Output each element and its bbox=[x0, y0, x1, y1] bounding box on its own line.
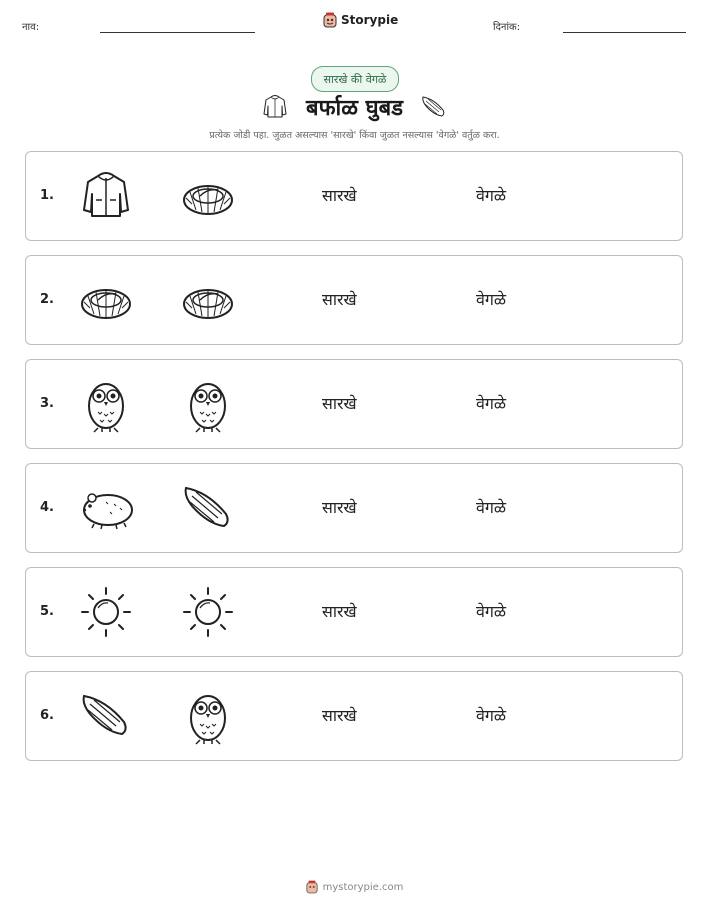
jacket-icon bbox=[260, 92, 290, 122]
hamster-icon bbox=[76, 478, 136, 538]
same-option[interactable]: सारखे bbox=[322, 290, 357, 309]
row-number: 4. bbox=[40, 500, 54, 515]
owl-icon bbox=[178, 686, 238, 746]
sun-icon bbox=[178, 582, 238, 642]
name-label: नाव: bbox=[22, 22, 40, 33]
same-option[interactable]: सारखे bbox=[322, 498, 357, 517]
pair-row-4 bbox=[25, 463, 683, 553]
row-number: 6. bbox=[40, 708, 54, 723]
brand-logo bbox=[323, 12, 398, 28]
same-option[interactable]: सारखे bbox=[322, 602, 357, 621]
sun-icon bbox=[76, 582, 136, 642]
pair-row-2 bbox=[25, 255, 683, 345]
name-field-line[interactable] bbox=[100, 32, 255, 33]
page-title: बर्फाळ घुबड bbox=[306, 96, 403, 121]
instructions: प्रत्येक जोडी पहा. जुळत असल्यास 'सारखे' किंवा जुळत नसल्यास 'वेगळे' वर्तुळ करा. bbox=[209, 130, 500, 141]
different-option[interactable]: वेगळे bbox=[476, 186, 507, 205]
footer bbox=[0, 880, 709, 894]
jacket-icon bbox=[76, 166, 136, 226]
row-number: 2. bbox=[40, 292, 54, 307]
different-option[interactable]: वेगळे bbox=[476, 498, 507, 517]
different-option[interactable]: वेगळे bbox=[476, 602, 507, 621]
different-option[interactable]: वेगळे bbox=[476, 706, 507, 725]
wing-icon bbox=[76, 686, 136, 746]
footer-site: mystorypie.com bbox=[322, 881, 404, 893]
date-label: दिनांक: bbox=[493, 22, 521, 33]
activity-badge: सारखे की वेगळे bbox=[311, 66, 399, 92]
title-row bbox=[0, 92, 709, 122]
nest-icon bbox=[178, 166, 238, 226]
brand-name: Storypie bbox=[341, 13, 399, 27]
different-option[interactable]: वेगळे bbox=[476, 394, 507, 413]
wing-icon bbox=[419, 92, 449, 122]
same-option[interactable]: सारखे bbox=[322, 706, 357, 725]
owl-icon bbox=[178, 374, 238, 434]
pair-row-1 bbox=[25, 151, 683, 241]
date-field-line[interactable] bbox=[563, 32, 686, 33]
pair-row-5 bbox=[25, 567, 683, 657]
row-number: 3. bbox=[40, 396, 54, 411]
wing-icon bbox=[178, 478, 238, 538]
same-option[interactable]: सारखे bbox=[322, 186, 357, 205]
storypie-mascot-icon bbox=[306, 880, 318, 894]
pair-row-6 bbox=[25, 671, 683, 761]
nest-icon bbox=[76, 270, 136, 330]
nest-icon bbox=[178, 270, 238, 330]
different-option[interactable]: वेगळे bbox=[476, 290, 507, 309]
row-number: 5. bbox=[40, 604, 54, 619]
pair-row-3 bbox=[25, 359, 683, 449]
row-number: 1. bbox=[40, 188, 54, 203]
same-option[interactable]: सारखे bbox=[322, 394, 357, 413]
owl-icon bbox=[76, 374, 136, 434]
storypie-mascot-icon bbox=[323, 12, 337, 28]
